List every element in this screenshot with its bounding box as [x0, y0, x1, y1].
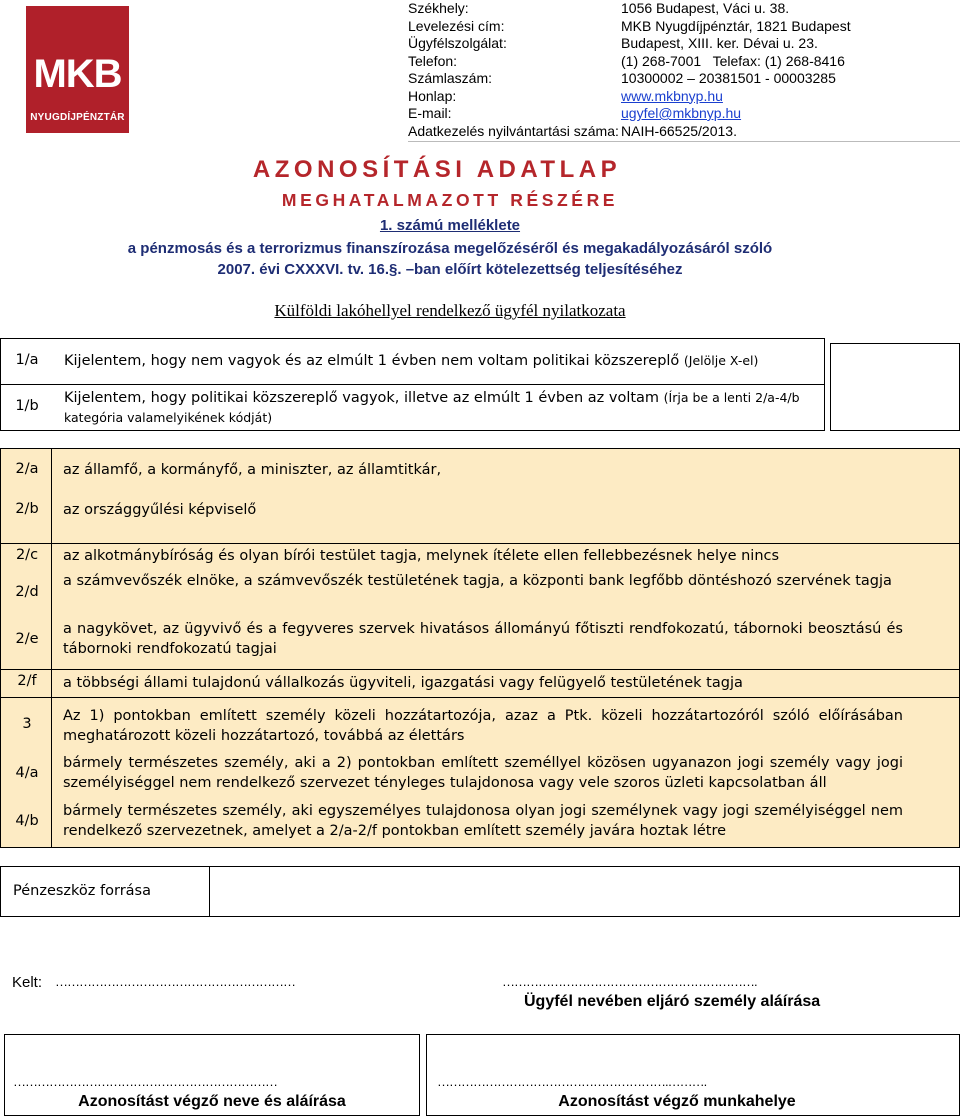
workplace-label: Azonosítást végző munkahelye: [558, 1093, 796, 1110]
declaration-row-1a: [0, 338, 825, 385]
date-label: Kelt:: [12, 974, 43, 991]
category-text-cell: a többségi állami tulajdonú vállalkozás ügyviteli, igazgatási vagy felügyelő testületének tagja: [51, 669, 960, 698]
verifier-workplace-box[interactable]: [426, 1034, 960, 1116]
client-signature-line: ……………………………………………………….: [502, 974, 757, 989]
verifier-dots: …………………………………………………………: [13, 1074, 277, 1089]
annex-title: 1. számú melléklete: [379, 217, 521, 234]
verifier-label: Azonosítást végző neve és aláírása: [78, 1093, 346, 1110]
info-label: Számlaszám:: [408, 70, 493, 86]
header-divider: [408, 141, 960, 142]
code-cell: 2/a 2/b: [0, 448, 52, 544]
logo-text: MKB: [33, 52, 122, 96]
info-value: Budapest, XIII. ker. Dévai u. 23.: [621, 35, 818, 51]
code-cell: 3 4/a 4/b: [0, 697, 52, 848]
category-table: [0, 448, 960, 848]
email-link[interactable]: ugyfel@mkbnyp.hu: [621, 105, 742, 121]
info-label: Honlap:: [408, 87, 457, 104]
declaration-answer-box[interactable]: [830, 343, 960, 431]
info-value: 10300002 – 20381501 - 00003285: [621, 70, 836, 86]
declaration-note: (Jelölje X-el): [683, 353, 759, 368]
code-cell: 2/c 2/d 2/e: [0, 543, 52, 670]
info-label: Ügyfélszolgálat:: [408, 35, 507, 51]
info-value: 1056 Budapest, Váci u. 38.: [621, 0, 790, 16]
workplace-dots: ………………………………………………….……….: [437, 1074, 707, 1089]
website-link[interactable]: www.mkbnyp.hu: [621, 87, 723, 104]
info-value: NAIH-66525/2013.: [621, 122, 737, 139]
law-line-1: a pénzmosás és a terrorizmus finanszírozása megelőzéséről és megakadályozásáról szóló: [127, 240, 773, 257]
category-text-cell: Az 1) pontokban említett személy közeli hozzátartozója, azaz a Ptk. közeli hozzátartozóról szóló előírásában meghatározott közeli hozzátartozó, továbbá az élettárs bármely természetes személy, aki a 2) pontokban említett személlyel közösen ugyanazon jogi személy vagy jogi személyiséggel nem rendelkező szervezet tényleges tulajdonosa vagy vele szoros üzleti kapcsolatban áll bármely természetes személy, aki egyszemélyes tulajdonosa olyan jogi személynek vagy jogi személyiséggel nem rendelkező szervezetnek, amelyet a 2/a-2/f pontokban említett személy javára hoztak létre: [51, 697, 960, 848]
verifier-signature-box[interactable]: [4, 1034, 420, 1116]
mkb-logo: [26, 6, 129, 133]
info-label: Levelezési cím:: [408, 17, 505, 34]
code-cell: 2/f: [0, 669, 52, 698]
client-signature-label: Ügyfél nevében eljáró személy aláírása: [524, 993, 821, 1010]
category-text-cell: az államfő, a kormányfő, a miniszter, az államtitkár, az országgyűlési képviselő: [51, 448, 960, 544]
funds-source-label-cell: [0, 866, 210, 917]
form-title: AZONOSÍTÁSI ADATLAP: [252, 156, 622, 183]
info-label: Telefon:: [408, 52, 458, 69]
law-line-2: 2007. évi CXXXVI. tv. 16.§. –ban előírt kötelezettség teljesítéséhez: [217, 261, 683, 278]
info-value: (1) 268-7001 Telefax: (1) 268-8416: [621, 52, 845, 69]
law-reference: [0, 238, 900, 280]
category-text-cell: az alkotmánybíróság és olyan bírói testület tagja, melynek ítélete ellen fellebbezésnek helye nincs a számvevőszék elnöke, a számvevőszék testületének tagja, a központi bank legfőbb döntéshozó szervének tagja a nagykövet, az ügyvivő és a fegyveres szervek hivatásos állományú főtiszti rendfokozatú, tábornoki beosztású és tábornoki rendfokozatú tagjai: [51, 543, 960, 670]
section-title: Külföldi lakóhellyel rendelkező ügyfél nyilatkozata: [274, 301, 626, 320]
form-subtitle: MEGHATALMAZOTT RÉSZÉRE: [281, 190, 619, 210]
info-value: MKB Nyugdíjpénztár, 1821 Budapest: [621, 17, 851, 34]
date-dots: ……………………………………………………: [55, 974, 295, 989]
info-label: E-mail:: [408, 105, 452, 121]
funds-source-label: Pénzeszköz forrása: [13, 883, 151, 899]
logo-subtext: NYUGDÍJPÉNZTÁR: [30, 112, 125, 123]
declaration-note: (Írja be a lenti 2/a-4/b kategória valamelyikének kódját): [64, 390, 800, 425]
declaration-text: Kijelentem, hogy nem vagyok és az elmúlt 1 évben nem voltam politikai közszereplő (Jelölje X-el): [64, 353, 759, 369]
declaration-code: 1/a: [15, 352, 39, 368]
info-label: Székhely:: [408, 0, 469, 16]
declaration-text: Kijelentem, hogy politikai közszereplő vagyok, illetve az elmúlt 1 évben az voltam (Írja be a lenti 2/a-4/b kategória valamelyikének kódját): [64, 390, 800, 425]
declaration-row-1b: [0, 384, 825, 431]
funds-source-field[interactable]: [209, 866, 960, 917]
declaration-code: 1/b: [15, 398, 39, 414]
info-label: Adatkezelés nyilvántartási száma:: [408, 122, 619, 139]
